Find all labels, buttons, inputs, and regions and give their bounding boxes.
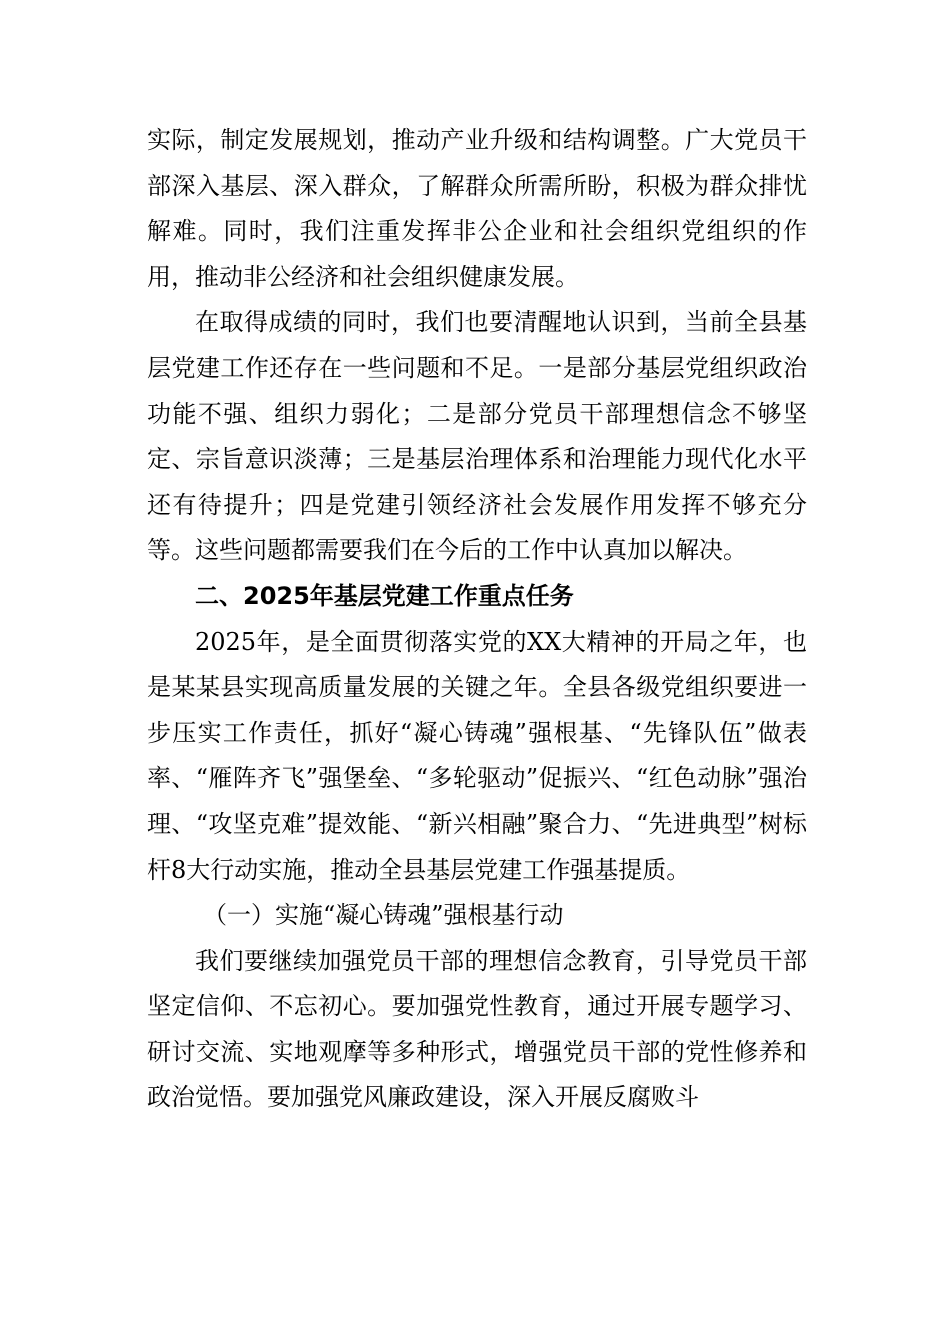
- sub-heading-action-one: （一）实施“凝心铸魂”强根基行动: [203, 901, 564, 930]
- document-body: [147, 118, 807, 1121]
- section-heading-key-tasks: 二、2025年基层党建工作重点任务: [195, 581, 574, 610]
- paragraph-problems: 在取得成绩的同时，我们也要清醒地认识到，当前全县基层党建工作还存在一些问题和不足。一是部分基层党组织政治功能不强、组织力弱化；二是部分党员干部理想信念不够坚定、宗旨意识淡薄；三是基层治理体系和治理能力现代化水平还有待提升；四是党建引领经济社会发展作用发挥不够充分等。这些问题都需要我们在今后的工作中认真加以解决。: [147, 308, 807, 565]
- paragraph-key-tasks-intro: 2025年，是全面贯彻落实党的XX大精神的开局之年，也是某某县实现高质量发展的关键之年。全县各级党组织要进一步压实工作责任，抓好“凝心铸魂”强根基、“先锋队伍”做表率、“雁阵齐飞”强堡垒、“多轮驱动”促振兴、“红色动脉”强治理、“攻坚克难”提效能、“新兴相融”聚合力、“先进典型”树标杆8大行动实施，推动全县基层党建工作强基提质。: [147, 627, 807, 884]
- paragraph-action-one: 我们要继续加强党员干部的理想信念教育，引导党员干部坚定信仰、不忘初心。要加强党性教育，通过开展专题学习、研讨交流、实地观摩等多种形式，增强党员干部的党性修养和政治觉悟。要加强党风廉政建设，深入开展反腐败斗: [147, 946, 807, 1112]
- paragraph-continuation: 实际，制定发展规划，推动产业升级和结构调整。广大党员干部深入基层、深入群众，了解群众所需所盼，积极为群众排忧解难。同时，我们注重发挥非公企业和社会组织党组织的作用，推动非公经济和社会组织健康发展。: [147, 126, 807, 291]
